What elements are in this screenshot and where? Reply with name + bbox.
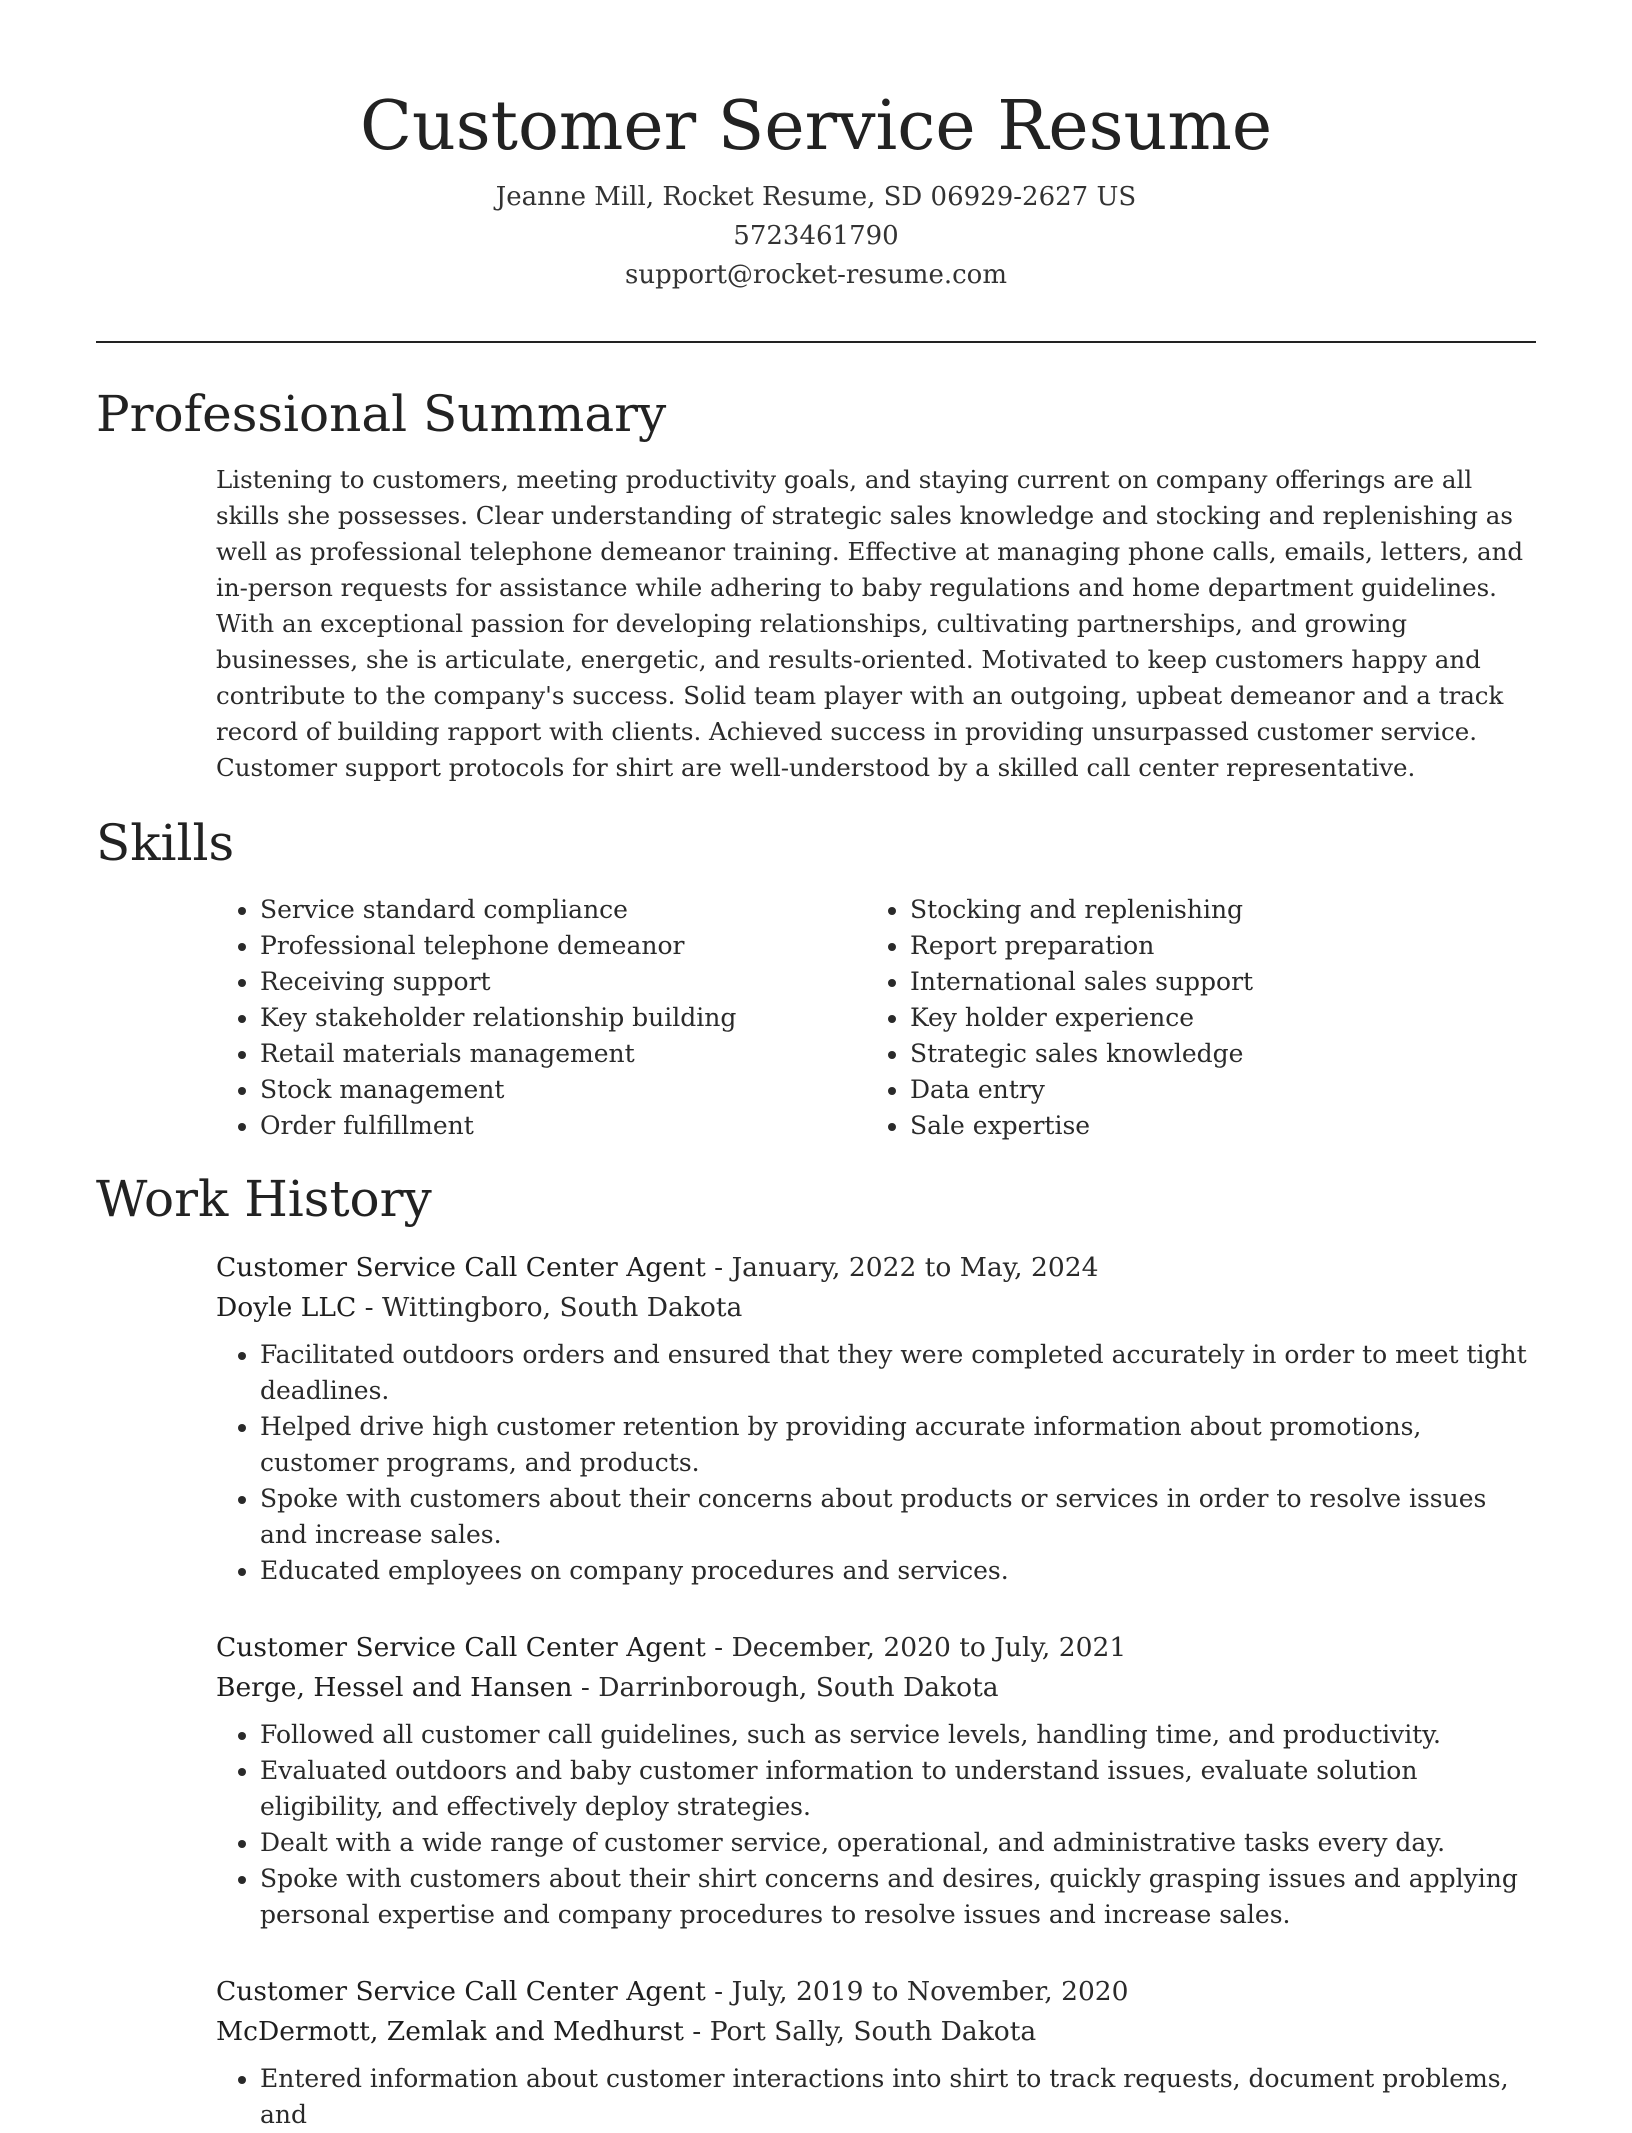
skill-item: • International sales support: [910, 964, 1550, 1000]
work-history-heading: Work History: [96, 1170, 432, 1228]
company-separator: -: [356, 1292, 383, 1323]
job-title: Customer Service Call Center Agent: [216, 1976, 706, 2007]
skill-item: • Receiving support: [260, 964, 860, 1000]
skill-item: • Service standard compliance: [260, 892, 860, 928]
job-location: Port Sally, South Dakota: [709, 2016, 1037, 2047]
summary-heading: Professional Summary: [96, 385, 667, 443]
resume-header: [96, 84, 1536, 295]
job-company: McDermott, Zemlak and Medhurst: [216, 2016, 684, 2047]
contact-phone: 5723461790: [733, 221, 899, 251]
skill-item: • Sale expertise: [910, 1108, 1550, 1144]
job-dates: December, 2020 to July, 2021: [731, 1632, 1127, 1663]
job-entry: [216, 1972, 1536, 2133]
job-title: Customer Service Call Center Agent: [216, 1252, 706, 1283]
job-dates: July, 2019 to November, 2020: [731, 1976, 1129, 2007]
job-location: Darrinborough, South Dakota: [598, 1672, 999, 1703]
contact-address: Jeanne Mill, Rocket Resume, SD 06929-2627 US: [495, 182, 1137, 212]
job-company-line: [216, 1288, 1536, 1328]
title-separator: -: [705, 1252, 732, 1283]
job-bullet-list: [216, 1717, 1536, 1933]
job-title-line: [216, 1628, 1536, 1668]
job-bullet: • Educated employees on company procedures and services.: [260, 1553, 1536, 1589]
job-bullet: • Facilitated outdoors orders and ensured that they were completed accurately in order to meet tight deadlines.: [260, 1337, 1536, 1409]
skill-item: • Stock management: [260, 1072, 860, 1108]
job-bullet: • Spoke with customers about their concerns about products or services in order to resolve issues and increase sales.: [260, 1481, 1536, 1553]
skills-list-right: [866, 892, 1550, 1144]
title-separator: -: [705, 1976, 732, 2007]
job-bullet-list: [216, 1337, 1536, 1589]
job-title: Customer Service Call Center Agent: [216, 1632, 706, 1663]
job-title-line: [216, 1248, 1536, 1288]
job-location: Wittingboro, South Dakota: [382, 1292, 743, 1323]
resume-title: Customer Service Resume: [359, 87, 1273, 166]
contact-email: support@rocket-resume.com: [624, 260, 1007, 290]
job-bullet: • Helped drive high customer retention by providing accurate information about promotions, customer programs, and products.: [260, 1409, 1536, 1481]
job-bullet: • Evaluated outdoors and baby customer information to understand issues, evaluate solution eligibility, and effectively deploy strategies.: [260, 1753, 1536, 1825]
skill-item: • Report preparation: [910, 928, 1550, 964]
header-divider: [96, 341, 1536, 343]
job-company: Doyle LLC: [216, 1292, 357, 1323]
job-company-line: [216, 2012, 1536, 2052]
job-company: Berge, Hessel and Hansen: [216, 1672, 573, 1703]
job-bullet: • Dealt with a wide range of customer service, operational, and administrative tasks every day.: [260, 1825, 1536, 1861]
job-bullet: • Spoke with customers about their shirt concerns and desires, quickly grasping issues and applying personal expertise and company procedures to resolve issues and increase sales.: [260, 1861, 1536, 1933]
skills-heading: Skills: [96, 814, 235, 872]
skills-list-left: [216, 892, 860, 1144]
job-dates: January, 2022 to May, 2024: [731, 1252, 1099, 1283]
skill-item: • Order fulfillment: [260, 1108, 860, 1144]
summary-text: Listening to customers, meeting productivity goals, and staying current on company offerings are all skills she possesses. Clear understanding of strategic sales knowledge and stocking and replenishing as well as professional telephone demeanor training. Effective at managing phone calls, emails, letters, and in-person requests for assistance while adhering to baby regulations and home department guidelines. With an exceptional passion for developing relationships, cultivating partnerships, and growing businesses, she is articulate, energetic, and results-oriented. Motivated to keep customers happy and contribute to the company's success. Solid team player with an outgoing, upbeat demeanor and a track record of building rapport with clients. Achieved success in providing unsurpassed customer service. Customer support protocols for shirt are well-understood by a skilled call center representative.: [216, 465, 1524, 782]
skill-item: • Key holder experience: [910, 1000, 1550, 1036]
title-separator: -: [705, 1632, 732, 1663]
job-bullet-list: [216, 2061, 1536, 2133]
job-company-line: [216, 1668, 1536, 1708]
job-entry: [216, 1628, 1536, 1933]
job-bullet: • Entered information about customer interactions into shirt to track requests, document problems, and: [260, 2061, 1536, 2133]
skill-item: • Key stakeholder relationship building: [260, 1000, 860, 1036]
company-separator: -: [572, 1672, 599, 1703]
skill-item: • Stocking and replenishing: [910, 892, 1550, 928]
company-separator: -: [683, 2016, 710, 2047]
skill-item: • Strategic sales knowledge: [910, 1036, 1550, 1072]
skill-item: • Retail materials management: [260, 1036, 860, 1072]
skill-item: • Professional telephone demeanor: [260, 928, 860, 964]
job-entry: [216, 1248, 1536, 1589]
job-bullet: • Followed all customer call guidelines, such as service levels, handling time, and productivity.: [260, 1717, 1536, 1753]
job-title-line: [216, 1972, 1536, 2012]
skill-item: • Data entry: [910, 1072, 1550, 1108]
